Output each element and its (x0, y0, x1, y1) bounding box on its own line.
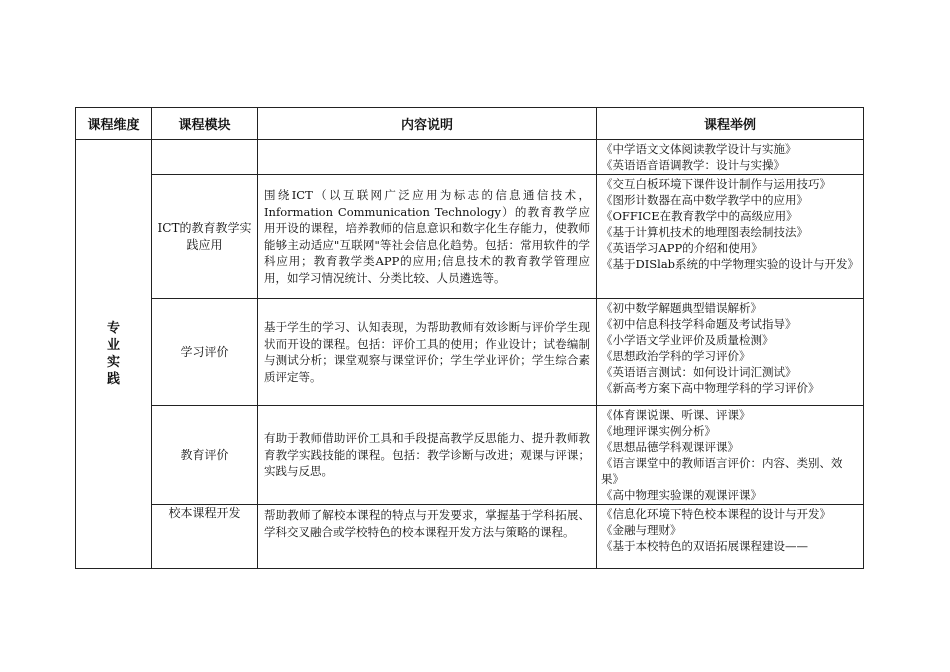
description-cell: 基于学生的学习、认知表现，为帮助教师有效诊断与评价学生现状而开设的课程。包括：评价工具的使用；作业设计；试卷编制与测试分析；课堂观察与课堂评价；学生学业评价；学生综合素质评定等。 (258, 299, 597, 406)
example-item: 《初中数学解题典型错误解析》 (601, 301, 762, 315)
description-cell: 有助于教师借助评价工具和手段提高教学反思能力、提升教师教育教学实践技能的课程。包括：教学诊断与改进；观课与评课；实践与反思。 (258, 406, 597, 505)
description-cell: 帮助教师了解校本课程的特点与开发要求，掌握基于学科拓展、学科交叉融合或学校特色的校本课程开发方法与策略的课程。 (258, 505, 597, 569)
example-item: 《初中信息科技学科命题及考试指导》 (601, 317, 797, 331)
examples-cell (597, 299, 864, 406)
course-table (75, 107, 864, 569)
table-row (76, 140, 864, 175)
header-examples: 课程举例 (597, 108, 864, 140)
example-item: 《金融与理财》 (601, 523, 682, 537)
example-item: 《新高考方案下高中物理学科的学习评价》 (601, 381, 820, 395)
example-item: 《图形计数器在高中数学教学中的应用》 (601, 193, 808, 207)
example-item: 《交互白板环境下课件设计制作与运用技巧》 (601, 177, 831, 191)
example-item: 《基于计算机技术的地理图表绘制技法》 (601, 225, 808, 239)
table-row (76, 299, 864, 406)
table-row (76, 505, 864, 569)
example-item: 《英语学习APP的介绍和使用》 (601, 241, 763, 255)
table-header-row (76, 108, 864, 140)
module-cell: 教育评价 (152, 406, 258, 505)
module-cell (152, 140, 258, 175)
dimension-label: 专业实践 (106, 321, 120, 387)
example-item: 《体育课说课、听课、评课》 (601, 408, 751, 422)
example-item: 《英语语音语调教学：设计与实操》 (601, 158, 785, 172)
example-item: 《语言课堂中的教师语言评价：内容、类别、效果》 (601, 456, 843, 486)
module-cell: ICT的教育教学实践应用 (152, 175, 258, 299)
examples-cell (597, 505, 864, 569)
description-cell: 围绕ICT（以互联网广泛应用为标志的信息通信技术，Information Communication Technology）的教育教学应用开设的课程，培养教师的信息意识和数字化生存能力，使教师能够主动适应"互联网"等社会信息化趋势。包括：常用软件的学科应用；教育教学类APP的应用;信息技术的教育教学管理应用，如学习情况统计、分类比较、人员遴选等。 (258, 175, 597, 299)
example-item: 《中学语文文体阅读教学设计与实施》 (601, 142, 797, 156)
table-row (76, 175, 864, 299)
example-item: 《基于本校特色的双语拓展课程建设—— (601, 539, 808, 553)
example-item: 《英语语言测试：如何设计词汇测试》 (601, 365, 797, 379)
example-item: 《思想政治学科的学习评价》 (601, 349, 751, 363)
module-cell: 学习评价 (152, 299, 258, 406)
example-item: 《基于DISlab系统的中学物理实验的设计与开发》 (601, 257, 860, 271)
examples-cell (597, 406, 864, 505)
description-cell (258, 140, 597, 175)
dimension-cell (76, 140, 152, 569)
header-module: 课程模块 (152, 108, 258, 140)
example-item: 《OFFICE在教育教学中的高级应用》 (601, 209, 798, 223)
example-item: 《思想品德学科观课评课》 (601, 440, 739, 454)
example-item: 《信息化环境下特色校本课程的设计与开发》 (601, 507, 831, 521)
example-item: 《小学语文学业评价及质量检测》 (601, 333, 774, 347)
table-row (76, 406, 864, 505)
examples-cell (597, 175, 864, 299)
module-cell: 校本课程开发 (152, 505, 258, 569)
examples-cell (597, 140, 864, 175)
example-item: 《地理评课实例分析》 (601, 424, 716, 438)
header-dimension: 课程维度 (76, 108, 152, 140)
header-description: 内容说明 (258, 108, 597, 140)
example-item: 《高中物理实验课的观课评课》 (601, 488, 762, 502)
